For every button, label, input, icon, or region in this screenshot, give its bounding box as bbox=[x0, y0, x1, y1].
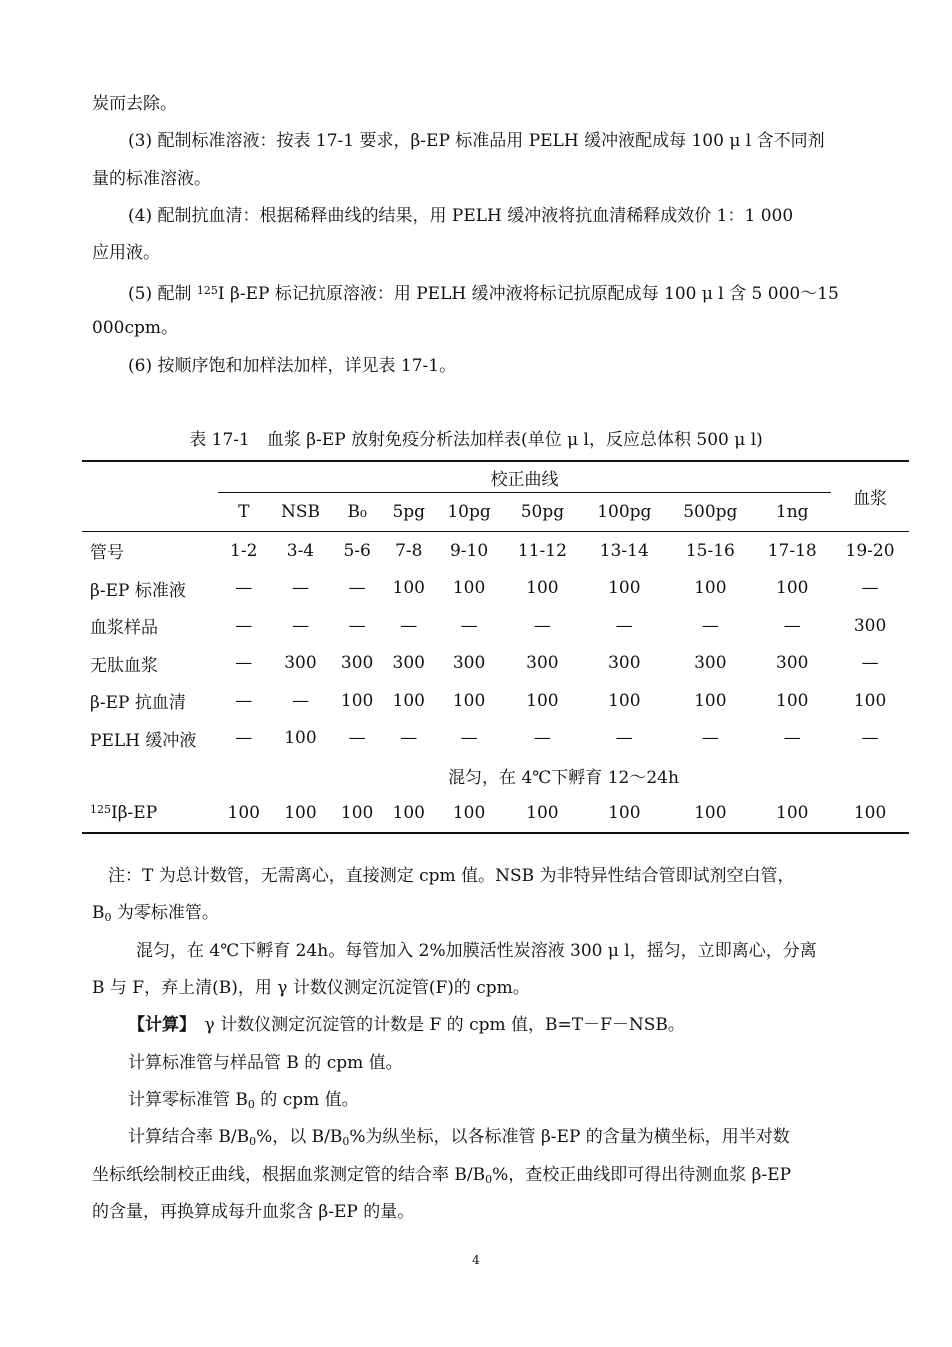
paragraph-line: (3) 配制标准溶液：按表 17-1 要求，β-EP 标准品用 PELH 缓冲液配成每 100 μ l 含不同剂 bbox=[128, 131, 825, 151]
table-cell: — bbox=[400, 615, 418, 636]
table-cell: 1-2 bbox=[230, 540, 258, 561]
row-label: 无肽血浆 bbox=[90, 655, 158, 676]
table-cell: 100 bbox=[776, 578, 809, 599]
table-cell: 7-8 bbox=[395, 540, 423, 561]
table-cell: 300 bbox=[392, 653, 425, 674]
calc-label: 【计算】 bbox=[128, 1015, 188, 1035]
table-cell: 19-20 bbox=[845, 540, 895, 561]
table-cell: 100 bbox=[694, 578, 727, 599]
table-cell: — bbox=[291, 690, 309, 711]
table-cell: 11-12 bbox=[517, 540, 567, 561]
table-cell bbox=[82, 757, 218, 795]
column-header: 10pg bbox=[435, 493, 504, 532]
table-cell: 100 bbox=[694, 690, 727, 711]
header-blank bbox=[82, 461, 218, 532]
table-cell: 3-4 bbox=[286, 540, 315, 561]
mix-note: 混匀，在 4℃下孵育 12～24h bbox=[448, 768, 679, 789]
table-cell: — bbox=[615, 615, 633, 636]
table-cell: — bbox=[400, 728, 418, 749]
table-row bbox=[82, 682, 909, 720]
table-cell: 300 bbox=[284, 653, 317, 674]
table-cell: 100 bbox=[667, 795, 753, 834]
table-row bbox=[82, 645, 909, 683]
table-cell: — bbox=[533, 728, 551, 749]
table-cell: 100 bbox=[853, 690, 887, 711]
paragraph-line: (6) 按顺序饱和加样法加样，详见表 17-1。 bbox=[128, 356, 457, 376]
paragraph-line: B 与 F，弃上清(B)，用 γ 计数仪测定沉淀管(F)的 cpm。 bbox=[92, 978, 530, 998]
table-cell: 300 bbox=[340, 653, 374, 674]
table-cell: 300 bbox=[526, 653, 559, 674]
table-cell: 13-14 bbox=[599, 540, 649, 561]
paragraph-line: 炭而去除。 bbox=[92, 94, 177, 114]
table-cell: — bbox=[348, 578, 366, 599]
table-cell: 100 bbox=[284, 728, 317, 749]
table-cell: — bbox=[861, 728, 879, 749]
table-cell: 100 bbox=[218, 795, 270, 834]
table-cell: 100 bbox=[776, 690, 809, 711]
table-cell: 100 bbox=[608, 690, 641, 711]
table-cell: — bbox=[861, 653, 879, 674]
table-cell: 100 bbox=[383, 795, 435, 834]
table-cell: 100 bbox=[392, 690, 425, 711]
table-cell: 15-16 bbox=[685, 540, 735, 561]
table-cell: — bbox=[615, 728, 633, 749]
column-header: 100pg bbox=[581, 493, 667, 532]
table-cell: 100 bbox=[392, 578, 425, 599]
table-cell: — bbox=[291, 615, 309, 636]
table-cell: 17-18 bbox=[767, 540, 817, 561]
table-cell: 300 bbox=[452, 653, 486, 674]
table-cell: 100 bbox=[526, 690, 559, 711]
table-cell: — bbox=[701, 615, 719, 636]
row-label: $^{125}$Iβ-EP bbox=[82, 795, 218, 834]
table-cell: 100 bbox=[340, 690, 374, 711]
column-header: 1ng bbox=[753, 493, 831, 532]
table-cell: 100 bbox=[526, 578, 559, 599]
column-header: B₀ bbox=[331, 493, 383, 532]
row-label: 血浆样品 bbox=[90, 618, 158, 639]
table-cell: 100 bbox=[452, 690, 486, 711]
table-row bbox=[82, 607, 909, 645]
table-row bbox=[82, 570, 909, 608]
paragraph-line: 混匀，在 4℃下孵育 24h。每管加入 2%加膜活性炭溶液 300 μ l，摇匀，立即离心，分离 bbox=[136, 941, 817, 961]
table-cell: 100 bbox=[581, 795, 667, 834]
table-cell: 100 bbox=[831, 795, 909, 834]
table-cell: — bbox=[460, 615, 478, 636]
table-cell: 100 bbox=[435, 795, 504, 834]
paragraph-line: 计算结合率 $B/B_0\%$，以 $B/B_0\%$为纵坐标，以各标准管 β-EP 的含量为横坐标，用半对数 bbox=[128, 1127, 790, 1148]
paragraph-line: 的含量，再换算成每升血浆含 β-EP 的量。 bbox=[92, 1202, 415, 1222]
table-cell: — bbox=[348, 615, 366, 636]
paragraph-line: 计算零标准管 $B_0$ 的 cpm 值。 bbox=[128, 1090, 359, 1111]
row-label: PELH 缓冲液 bbox=[90, 730, 197, 751]
table-row bbox=[82, 720, 909, 758]
table-caption: 表 17-1 血浆 β-EP 放射免疫分析法加样表(单位 μ l，反应总体积 500 μ l) bbox=[189, 430, 763, 450]
table-cell: 300 bbox=[776, 653, 809, 674]
column-header: NSB bbox=[270, 493, 332, 532]
table-row bbox=[82, 532, 909, 570]
table-cell: 100 bbox=[753, 795, 831, 834]
table-cell: — bbox=[460, 728, 478, 749]
table-cell: 300 bbox=[694, 653, 727, 674]
table-cell: — bbox=[235, 578, 253, 599]
table-cell: 300 bbox=[853, 615, 887, 636]
table-cell: — bbox=[291, 578, 309, 599]
table-cell: — bbox=[235, 615, 253, 636]
paragraph-line: 000cpm。 bbox=[92, 318, 178, 338]
page-number: 4 bbox=[472, 1253, 480, 1267]
plasma-header: 血浆 bbox=[831, 461, 909, 532]
column-header: 5pg bbox=[383, 493, 435, 532]
group-header: 校正曲线 bbox=[218, 461, 831, 493]
table-cell: 9-10 bbox=[449, 540, 489, 561]
table-cell: 100 bbox=[504, 795, 582, 834]
table-cell: — bbox=[235, 690, 253, 711]
table-cell: — bbox=[235, 728, 253, 749]
table-cell: 300 bbox=[608, 653, 641, 674]
table-row bbox=[82, 795, 909, 834]
paragraph-line: 应用液。 bbox=[92, 243, 160, 263]
table-cell: — bbox=[235, 653, 253, 674]
table-cell: 5-6 bbox=[343, 540, 371, 561]
column-header: 500pg bbox=[667, 493, 753, 532]
paragraph-line: 坐标纸绘制校正曲线，根据血浆测定管的结合率 $B/B_0\%$，查校正曲线即可得出待测血浆 β-EP bbox=[92, 1165, 792, 1186]
table-cell: 100 bbox=[270, 795, 332, 834]
paragraph-line: 计算标准管与样品管 B 的 cpm 值。 bbox=[128, 1053, 403, 1073]
table-cell: 100 bbox=[608, 578, 641, 599]
table-cell: — bbox=[783, 728, 801, 749]
table-cell: — bbox=[861, 578, 879, 599]
table-cell: — bbox=[533, 615, 551, 636]
row-label: β-EP 抗血清 bbox=[90, 693, 186, 714]
table-cell: — bbox=[701, 728, 719, 749]
column-header: 50pg bbox=[504, 493, 582, 532]
column-header: T bbox=[218, 493, 270, 532]
table-row bbox=[82, 757, 909, 795]
paragraph-line: (4) 配制抗血清：根据稀释曲线的结果，用 PELH 缓冲液将抗血清稀释成效价 1：1 000 bbox=[128, 206, 794, 226]
sample-table bbox=[82, 460, 909, 834]
table-cell: — bbox=[348, 728, 366, 749]
table-cell: 100 bbox=[452, 578, 486, 599]
row-label: β-EP 标准液 bbox=[90, 580, 186, 601]
paragraph-line: 量的标准溶液。 bbox=[92, 169, 211, 189]
table-cell: 100 bbox=[331, 795, 383, 834]
calc-line: 【计算】 γ 计数仪测定沉淀管的计数是 F 的 cpm 值，B=T－F－NSB。 bbox=[128, 1015, 685, 1035]
table-cell: — bbox=[783, 615, 801, 636]
note-line: 注：T 为总计数管，无需离心，直接测定 cpm 值。NSB 为非特异性结合管即试剂空白管， bbox=[108, 866, 795, 886]
row-label: 管号 bbox=[90, 543, 124, 564]
paragraph-line: (5) 配制 $^{125}$I β-EP 标记抗原溶液：用 PELH 缓冲液将标记抗原配成每 100 μ l 含 5 000～15 bbox=[128, 284, 839, 304]
note-line: $B_0$ 为零标准管。 bbox=[92, 903, 219, 924]
